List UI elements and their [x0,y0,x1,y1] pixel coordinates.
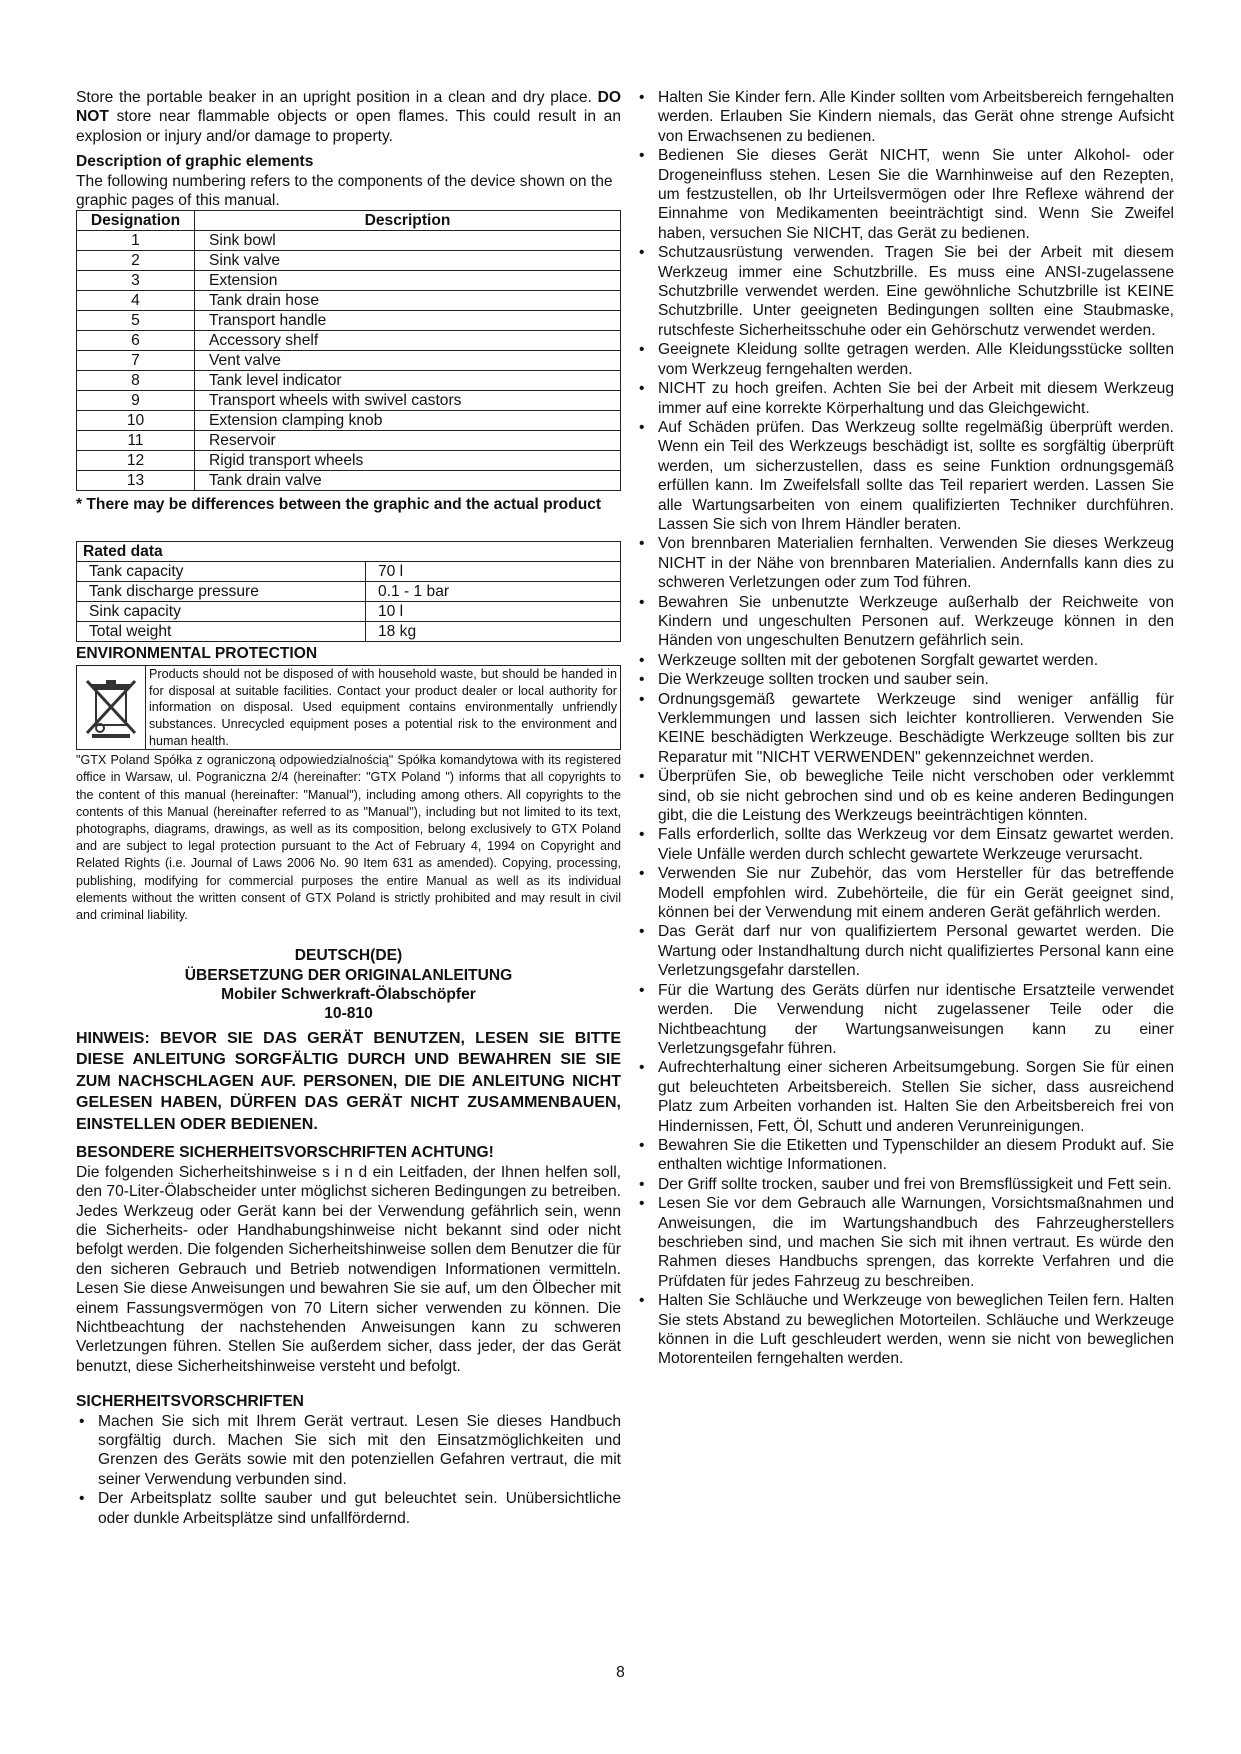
graphic-intro: The following numbering refers to the components of the device shown on the graphic pages of this manual. [76,172,613,210]
designation-row [77,391,621,411]
rated-data-value: 18 kg [366,621,621,641]
language-title: DEUTSCH(DE) [294,947,403,965]
designation-row [77,411,621,431]
safety-rules-heading: SICHERHEITSVORSCHRIFTEN [76,1393,304,1411]
safety-rule-item: • Die Werkzeuge sollten trocken und sauber sein. [636,670,1174,689]
safety-rule-item: • Lesen Sie vor dem Gebrauch alle Warnungen, Vorsichtsmaßnahmen und Anweisungen, die im Wartungshandbuch des Fahrzeugherstellers beschrieben sind, und machen Sie sich mit ihnen vertraut. Es würde den Rahmen dieses Handbuchs sprengen, das korrekte Verfahren und die Prüfdaten für jedes Fahrzeug zu beschreiben. [636,1194,1174,1291]
environment-text: Products should not be disposed of with household waste, but should be handed in for disposal at suitable facilities. Contact your product dealer or local authority for information on disposal. Used equipment contains environmentally unfriendly substances. Unrecycled equipment poses a potential risk to the environment and human health. [149,667,617,748]
designation-number: 9 [77,391,195,411]
rated-data-label: Sink capacity [77,601,366,621]
copyright-notice: "GTX Poland Spółka z ograniczoną odpowiedzialnością" Spółka komandytowa with its registered office in Warsaw, ul. Pograniczna 2/4 (hereinafter: "GTX Poland ") informs that all copyrights to the content of this manual (hereinafter: "Manual"), including among others. All copyrights to the contents of this Manual (hereinafter referred to as "Manual"), including but not limited to its text, photographs, diagrams, drawings, as well as its composition, belong exclusively to GTX Poland and are subject to legal protection pursuant to the Act of February 4, 1994 on Copyright and Related Rights (i.e. Journal of Laws 2006 No. 90 Item 631 as amended). Copying, processing, publishing, modifying for commercial purposes the entire Manual as well as its individual elements without the written consent of GTX Poland is strictly prohibited and may result in civil and criminal liability. [76,753,621,923]
safety-rule-item: • Verwenden Sie nur Zubehör, das vom Hersteller für das betreffende Modell empfohlen wird. Zubehörteile, die für ein Gerät geeignet sind, können bei der Verwendung mit einem anderen Gerät gefährlich werden. [636,864,1174,922]
safety-rule-item: • Für die Wartung des Geräts dürfen nur identische Ersatzteile verwendet werden. Die Verwendung nicht zugelassener Teile oder die Nichtbeachtung der Wartungsanweisungen kann zu einer Verletzungsgefahr führen. [636,981,1174,1059]
designation-description: Sink valve [195,251,621,271]
safety-rule-item: • Halten Sie Schläuche und Werkzeuge von beweglichen Teilen fern. Halten Sie stets Abstand zu beweglichen Motorteilen. Schläuche und Werkzeuge können in die Luft geschleudert werden, wenn sie nicht von beweglichen Motorenteilen ferngehalten werden. [636,1291,1174,1369]
safety-rule-item: • Ordnungsgemäß gewartete Werkzeuge sind weniger anfällig für Verklemmungen und lassen sich leichter kontrollieren. Verwenden Sie KEINE beschädigten Werkzeuge. Beschädigte Werkzeuge sollten bis zur Reparatur mit "NICHT VERWENDEN" gekennzeichnet werden. [636,690,1174,768]
storage-paragraph [76,88,621,146]
designation-number: 5 [77,311,195,331]
designation-description: Extension clamping knob [195,411,621,431]
safety-rule-item: • Bedienen Sie dieses Gerät NICHT, wenn Sie unter Alkohol- oder Drogeneinfluss stehen. Lesen Sie die Warnhinweise auf den Rezepten, um festzustellen, ob Ihr Urteilsvermögen oder Ihre Reflexe während der Einnahme von Medikamenten beeinträchtigt sind. Wenn Sie Zweifel haben, versuchen Sie NICHT, das Gerät zu bedienen. [636,146,1174,243]
model-number: 10-810 [324,1005,373,1023]
safety-rules-list-left [76,1412,621,1528]
designation-row [77,431,621,451]
designation-description: Transport wheels with swivel castors [195,391,621,411]
rated-data-value: 10 l [366,601,621,621]
description-column-header: Description [195,211,621,231]
notice-paragraph: HINWEIS: BEVOR SIE DAS GERÄT BENUTZEN, LESEN SIE BITTE DIESE ANLEITUNG SORGFÄLTIG DURCH UND BEWAHREN SIE SIE ZUM NACHSCHLAGEN AUF. PERSONEN, DIE DIE ANLEITUNG NICHT GELESEN HABEN, DÜRFEN DAS GERÄT NICHT ZUSAMMENBAUEN, EINSTELLEN ODER BEDIENEN. [76,1029,621,1133]
safety-rule-item: • Bewahren Sie die Etiketten und Typenschilder an diesem Produkt auf. Sie enthalten wichtige Informationen. [636,1136,1174,1175]
designation-number: 2 [77,251,195,271]
rated-data-value: 70 l [366,561,621,581]
designation-row [77,231,621,251]
designation-number: 4 [77,291,195,311]
safety-rule-item: • Falls erforderlich, sollte das Werkzeug vor dem Einsatz gewartet werden. Viele Unfälle werden durch schlecht gewartete Werkzeuge verursacht. [636,825,1174,864]
designation-row [77,291,621,311]
product-name: Mobiler Schwerkraft-Ölabschöpfer [221,986,476,1004]
safety-rules-list-right [636,88,1174,1369]
designation-number: 11 [77,431,195,451]
designation-row [77,331,621,351]
safety-rule-item: • Werkzeuge sollten mit der gebotenen Sorgfalt gewartet werden. [636,651,1174,670]
designation-number: 8 [77,371,195,391]
rated-data-heading: Rated data [77,541,621,561]
designation-number: 3 [77,271,195,291]
graphic-note: * There may be differences between the graphic and the actual product [76,496,602,514]
right-column [636,88,1174,1369]
designation-row [77,251,621,271]
designation-row [77,351,621,371]
designation-description: Accessory shelf [195,331,621,351]
storage-text-2: store near flammable objects or open flames. This could result in an explosion or injury and/or damage to property. [76,108,621,145]
translation-title: ÜBERSETZUNG DER ORIGINALANLEITUNG [184,966,513,984]
designation-number: 7 [77,351,195,371]
safety-rule-item: • Von brennbaren Materialien fernhalten. Verwenden Sie dieses Werkzeug NICHT in der Nähe von brennbaren Materialien. Andernfalls kann dies zu schweren Verletzungen oder zum Tod führen. [636,534,1174,592]
designation-description: Rigid transport wheels [195,451,621,471]
designation-row [77,311,621,331]
german-title-block [76,946,621,1024]
designation-row [77,471,621,491]
designation-row [77,451,621,471]
designation-description: Extension [195,271,621,291]
rated-data-row [77,581,621,601]
safety-rule-item: • Machen Sie sich mit Ihrem Gerät vertraut. Lesen Sie dieses Handbuch sorgfältig durch. Machen Sie sich mit den Einsatzmöglichkeiten und Grenzen des Geräts sowie mit den potenziellen Gefahren vertraut, die mit seiner Verwendung verbunden sind. [76,1412,621,1490]
designation-description: Sink bowl [195,231,621,251]
designation-description: Tank level indicator [195,371,621,391]
designation-number: 6 [77,331,195,351]
safety-rule-item: • Der Griff sollte trocken, sauber und frei von Bremsflüssigkeit und Fett sein. [636,1175,1174,1194]
designation-number: 12 [77,451,195,471]
designation-table [76,210,621,491]
designation-description: Tank drain hose [195,291,621,311]
rated-data-value: 0.1 - 1 bar [366,581,621,601]
designation-number: 10 [77,411,195,431]
environment-box [76,665,621,750]
storage-text-1: Store the portable beaker in an upright position in a clean and dry place. [76,89,592,106]
safety-rule-item: • Halten Sie Kinder fern. Alle Kinder sollten vom Arbeitsbereich ferngehalten werden. Erlauben Sie Kindern niemals, das Gerät ohne strenge Aufsicht von Erwachsenen zu bedienen. [636,88,1174,146]
environment-heading: ENVIRONMENTAL PROTECTION [76,644,318,662]
safety-rule-item: • Das Gerät darf nur von qualifiziertem Personal gewartet werden. Die Wartung oder Instandhaltung durch nicht qualifiziertes Personal kann eine Verletzungsgefahr darstellen. [636,922,1174,980]
designation-table-header [77,211,621,231]
designation-description: Tank drain valve [195,471,621,491]
rated-data-label: Tank capacity [77,561,366,581]
designation-number: 1 [77,231,195,251]
special-safety-text: Die folgenden Sicherheitshinweise s i n d ein Leitfaden, der Ihnen helfen soll, den 70-Liter-Ölabscheider unter möglichst sicheren Bedingungen zu betreiben. Jedes Werkzeug oder Gerät kann bei der Verwendung gefährlich sein, wenn die Sicherheits- oder Handhabungshinweise nicht bekannt sind oder nicht befolgt werden. Die folgenden Sicherheitshinweise sollen dem Benutzer die für den sicheren Gebrauch und Betrieb notwendigen Informationen vermitteln. Lesen Sie diese Anweisungen und bewahren Sie sie auf, um den Ölbecher mit einem Fassungsvermögen von 70 Litern sicher verwenden zu können. Die Nichtbeachtung der nachstehenden Anweisungen kann zu schweren Verletzungen führen. Stellen Sie außerdem sicher, dass jeder, der das Gerät benutzt, diese Sicherheitshinweise versteht und befolgt. [76,1163,621,1375]
safety-rule-item: • Aufrechterhaltung einer sicheren Arbeitsumgebung. Sorgen Sie für einen gut beleuchteten Arbeitsbereich. Stellen Sie sicher, dass ausreichend Platz zum Arbeiten vorhanden ist. Halten Sie den Arbeitsbereich frei von Hindernissen, Fett, Öl, Schutt und anderen Verunreinigungen. [636,1058,1174,1136]
rated-data-table [76,541,621,642]
page-number: 8 [616,1664,625,1681]
designation-row [77,371,621,391]
crossed-out-wheelie-bin-icon [77,666,146,749]
designation-column-header: Designation [77,211,195,231]
special-safety-heading: BESONDERE SICHERHEITSVORSCHRIFTEN ACHTUNG! [76,1144,494,1162]
designation-description: Vent valve [195,351,621,371]
rated-data-row [77,561,621,581]
rated-data-row [77,621,621,641]
safety-rule-item: • Geeignete Kleidung sollte getragen werden. Alle Kleidungsstücke sollten vom Werkzeug ferngehalten werden. [636,340,1174,379]
safety-rule-item: • Auf Schäden prüfen. Das Werkzeug sollte regelmäßig überprüft werden. Wenn ein Teil des Werkzeugs beschädigt ist, sollte es sorgfältig überprüft werden, um sicherzustellen, dass es seine Funktion ordnungsgemäß erfüllen kann. Im Zweifelsfall sollte das Teil repariert werden. Lassen Sie alle Wartungsarbeiten von einem qualifizierten Techniker durchführen. Lassen Sie sich von Ihrem Händler beraten. [636,418,1174,534]
safety-rule-item: • Der Arbeitsplatz sollte sauber und gut beleuchtet sein. Unübersichtliche oder dunkle Arbeitsplätze sind unfallfördernd. [76,1489,621,1528]
rated-data-row [77,601,621,621]
designation-description: Reservoir [195,431,621,451]
designation-row [77,271,621,291]
rated-data-label: Tank discharge pressure [77,581,366,601]
designation-description: Transport handle [195,311,621,331]
graphic-heading: Description of graphic elements [76,153,314,171]
left-column [76,88,621,1528]
storage-do-not: DO NOT [76,89,621,126]
safety-rule-item: • Überprüfen Sie, ob bewegliche Teile nicht verschoben oder verklemmt sind, ob sie nicht gebrochen sind und ob es keine anderen Bedingungen gibt, die die Leistung des Werkzeugs beeinträchtigen könnten. [636,767,1174,825]
rated-data-label: Total weight [77,621,366,641]
safety-rule-item: • Bewahren Sie unbenutzte Werkzeuge außerhalb der Reichweite von Kindern und ungeschulten Personen auf. Werkzeuge können in den Händen von ungeschulten Benutzern gefährlich sein. [636,593,1174,651]
safety-rule-item: • Schutzausrüstung verwenden. Tragen Sie bei der Arbeit mit diesem Werkzeug immer eine Schutzbrille. Es muss eine ANSI-zugelassene Schutzbrille verwendet werden. Eine gewöhnliche Schutzbrille ist KEINE Schutzbrille. Unter geeigneten Bedingungen sollten eine Staubmaske, rutschfeste Sicherheitsschuhe oder ein Gehörschutz verwendet werden. [636,243,1174,340]
safety-rule-item: • NICHT zu hoch greifen. Achten Sie bei der Arbeit mit diesem Werkzeug immer auf eine korrekte Körperhaltung und das Gleichgewicht. [636,379,1174,418]
designation-number: 13 [77,471,195,491]
